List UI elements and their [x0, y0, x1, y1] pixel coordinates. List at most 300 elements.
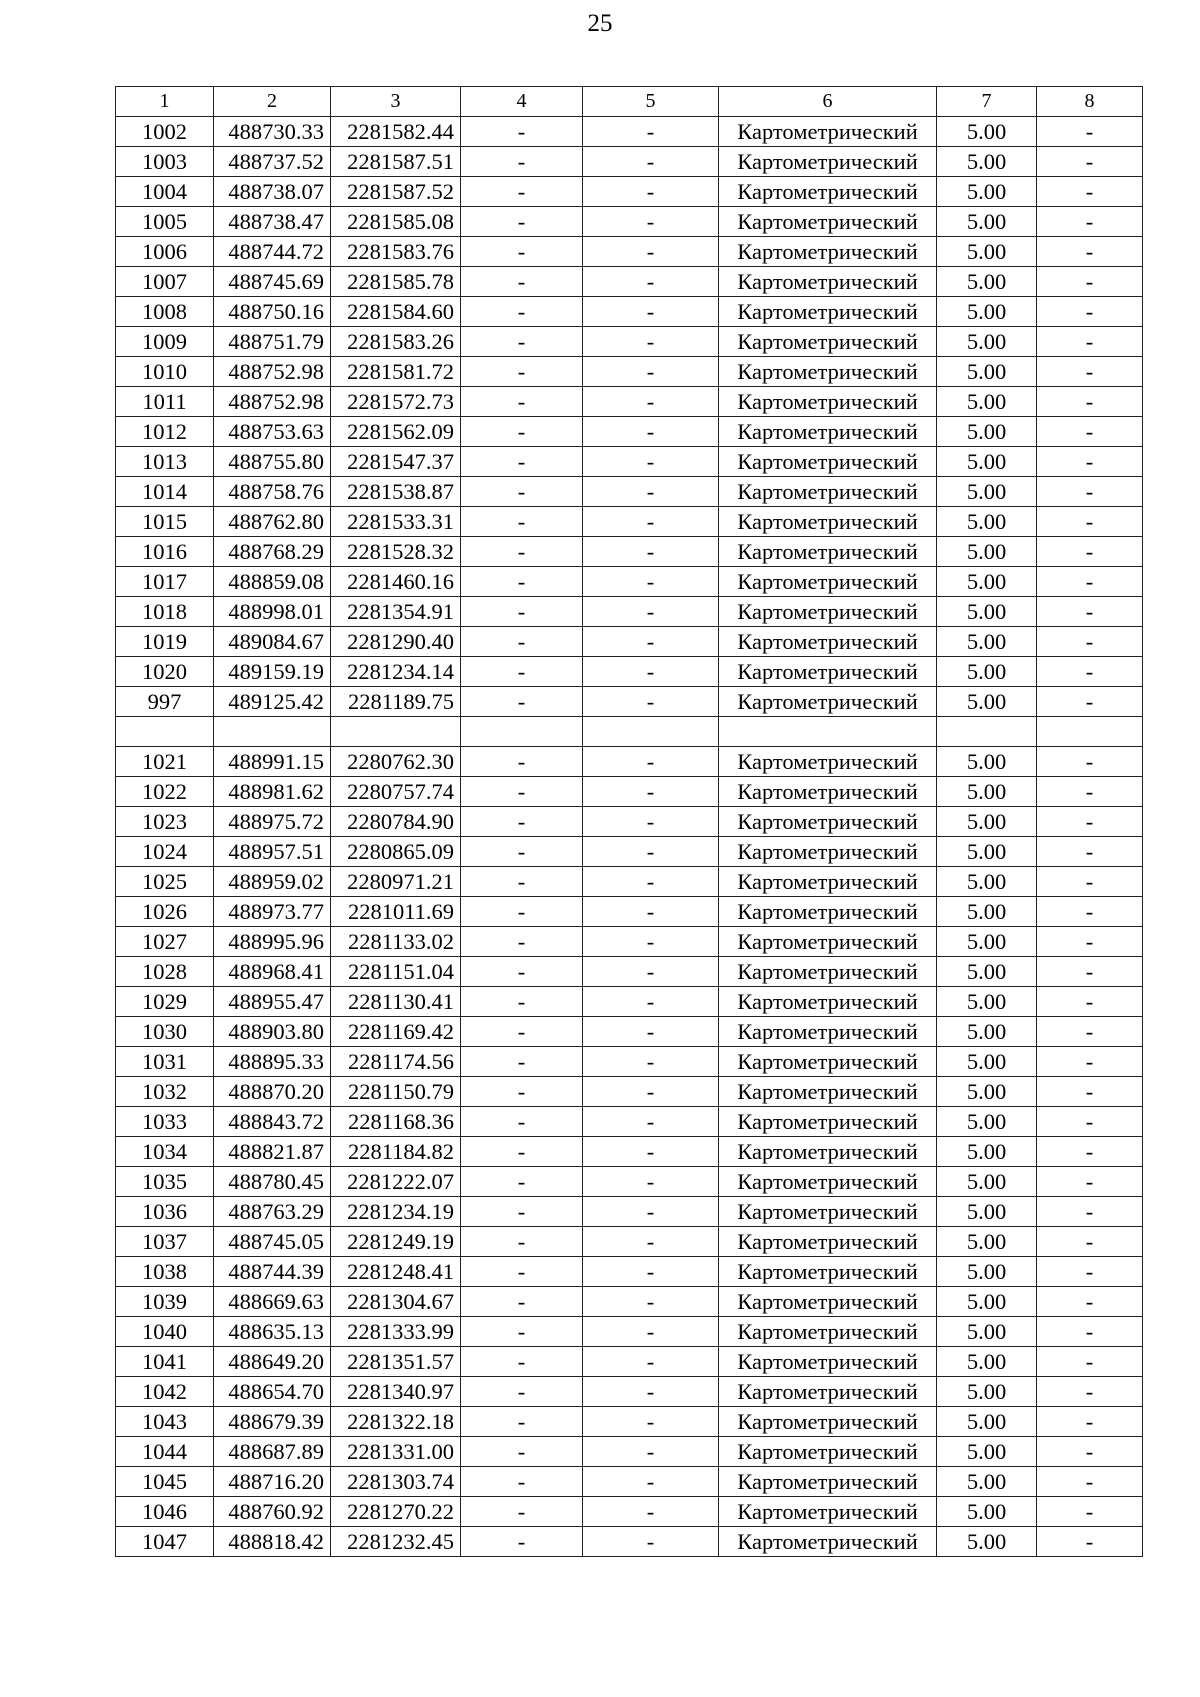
accuracy-cell: 5.00 — [937, 177, 1037, 207]
col8-cell: - — [1037, 897, 1143, 927]
y-coordinate-cell: 2281585.08 — [331, 207, 461, 237]
point-number-cell: 1038 — [116, 1257, 214, 1287]
col4-cell: - — [461, 507, 583, 537]
x-coordinate-cell: 488744.39 — [214, 1257, 331, 1287]
col4-cell: - — [461, 837, 583, 867]
point-number-cell: 1045 — [116, 1467, 214, 1497]
point-number-cell: 1011 — [116, 387, 214, 417]
y-coordinate-cell: 2281174.56 — [331, 1047, 461, 1077]
x-coordinate-cell: 488981.62 — [214, 777, 331, 807]
col5-cell: - — [583, 297, 719, 327]
method-cell: Картометрический — [719, 1047, 937, 1077]
method-cell: Картометрический — [719, 957, 937, 987]
col4-cell: - — [461, 1107, 583, 1137]
accuracy-cell: 5.00 — [937, 267, 1037, 297]
accuracy-cell: 5.00 — [937, 1287, 1037, 1317]
accuracy-cell: 5.00 — [937, 1527, 1037, 1557]
col5-cell: - — [583, 357, 719, 387]
table-row — [116, 1437, 1143, 1467]
point-number-cell: 1018 — [116, 597, 214, 627]
table-row — [116, 537, 1143, 567]
col5-cell: - — [583, 1377, 719, 1407]
method-cell: Картометрический — [719, 297, 937, 327]
point-number-cell: 1034 — [116, 1137, 214, 1167]
method-cell: Картометрический — [719, 777, 937, 807]
x-coordinate-cell: 488991.15 — [214, 747, 331, 777]
method-cell: Картометрический — [719, 567, 937, 597]
y-coordinate-cell: 2281322.18 — [331, 1407, 461, 1437]
table-row — [116, 1257, 1143, 1287]
col8-cell: - — [1037, 1317, 1143, 1347]
col8-cell: - — [1037, 1437, 1143, 1467]
point-number-cell: 1044 — [116, 1437, 214, 1467]
table-row — [116, 1197, 1143, 1227]
table-row — [116, 117, 1143, 147]
accuracy-cell: 5.00 — [937, 777, 1037, 807]
y-coordinate-cell: 2281533.31 — [331, 507, 461, 537]
col5-cell: - — [583, 1167, 719, 1197]
col8-cell: - — [1037, 777, 1143, 807]
col4-cell: - — [461, 147, 583, 177]
table-row — [116, 867, 1143, 897]
col5-cell: - — [583, 327, 719, 357]
method-cell: Картометрический — [719, 627, 937, 657]
x-coordinate-cell: 488738.47 — [214, 207, 331, 237]
table-row — [116, 1167, 1143, 1197]
col4-cell: - — [461, 447, 583, 477]
method-cell: Картометрический — [719, 387, 937, 417]
table-row — [116, 267, 1143, 297]
table-row — [116, 147, 1143, 177]
method-cell: Картометрический — [719, 147, 937, 177]
point-number-cell: 1020 — [116, 657, 214, 687]
table-row — [116, 1017, 1143, 1047]
x-coordinate-cell: 488752.98 — [214, 357, 331, 387]
y-coordinate-cell: 2281290.40 — [331, 627, 461, 657]
col8-cell: - — [1037, 1497, 1143, 1527]
y-coordinate-cell: 2281184.82 — [331, 1137, 461, 1167]
method-cell: Картометрический — [719, 447, 937, 477]
y-coordinate-cell: 2281130.41 — [331, 987, 461, 1017]
x-coordinate-cell: 489159.19 — [214, 657, 331, 687]
method-cell: Картометрический — [719, 1107, 937, 1137]
col4-cell: - — [461, 1137, 583, 1167]
col4-cell: - — [461, 237, 583, 267]
table-row — [116, 477, 1143, 507]
table-row — [116, 1077, 1143, 1107]
col8-cell: - — [1037, 987, 1143, 1017]
col8-cell: - — [1037, 837, 1143, 867]
method-cell: Картометрический — [719, 1167, 937, 1197]
x-coordinate-cell: 488959.02 — [214, 867, 331, 897]
col8-cell: - — [1037, 1107, 1143, 1137]
method-cell: Картометрический — [719, 1377, 937, 1407]
method-cell: Картометрический — [719, 747, 937, 777]
table-row — [116, 687, 1143, 717]
point-number-cell: 1007 — [116, 267, 214, 297]
table-row — [116, 747, 1143, 777]
y-coordinate-cell: 2281331.00 — [331, 1437, 461, 1467]
col5-cell: - — [583, 867, 719, 897]
col4-cell: - — [461, 627, 583, 657]
col4-cell: - — [461, 537, 583, 567]
col8-cell: - — [1037, 297, 1143, 327]
col4-cell: - — [461, 207, 583, 237]
point-number-cell: 1003 — [116, 147, 214, 177]
y-coordinate-cell: 2280762.30 — [331, 747, 461, 777]
method-cell: Картометрический — [719, 357, 937, 387]
col4-cell: - — [461, 597, 583, 627]
col5-cell: - — [583, 447, 719, 477]
column-header: 3 — [331, 87, 461, 117]
y-coordinate-cell: 2281011.69 — [331, 897, 461, 927]
table-row — [116, 1107, 1143, 1137]
accuracy-cell: 5.00 — [937, 657, 1037, 687]
x-coordinate-cell: 488751.79 — [214, 327, 331, 357]
col5-cell: - — [583, 957, 719, 987]
col5-cell: - — [583, 1527, 719, 1557]
col8-cell: - — [1037, 1197, 1143, 1227]
accuracy-cell: 5.00 — [937, 1347, 1037, 1377]
x-coordinate-cell: 488998.01 — [214, 597, 331, 627]
col4-cell — [461, 717, 583, 747]
col4-cell: - — [461, 777, 583, 807]
col5-cell: - — [583, 927, 719, 957]
col5-cell: - — [583, 1077, 719, 1107]
y-coordinate-cell: 2281222.07 — [331, 1167, 461, 1197]
y-coordinate-cell: 2280757.74 — [331, 777, 461, 807]
col4-cell: - — [461, 897, 583, 927]
col4-cell: - — [461, 1287, 583, 1317]
point-number-cell: 997 — [116, 687, 214, 717]
y-coordinate-cell: 2280865.09 — [331, 837, 461, 867]
point-number-cell: 1025 — [116, 867, 214, 897]
col5-cell: - — [583, 537, 719, 567]
x-coordinate-cell: 489125.42 — [214, 687, 331, 717]
y-coordinate-cell: 2281354.91 — [331, 597, 461, 627]
col5-cell: - — [583, 1347, 719, 1377]
method-cell: Картометрический — [719, 867, 937, 897]
col5-cell: - — [583, 687, 719, 717]
method-cell: Картометрический — [719, 987, 937, 1017]
point-number-cell: 1008 — [116, 297, 214, 327]
table-row — [116, 1047, 1143, 1077]
x-coordinate-cell: 488755.80 — [214, 447, 331, 477]
accuracy-cell: 5.00 — [937, 1197, 1037, 1227]
col8-cell: - — [1037, 597, 1143, 627]
point-number-cell: 1036 — [116, 1197, 214, 1227]
point-number-cell: 1035 — [116, 1167, 214, 1197]
point-number-cell: 1013 — [116, 447, 214, 477]
accuracy-cell: 5.00 — [937, 537, 1037, 567]
col5-cell: - — [583, 627, 719, 657]
method-cell: Картометрический — [719, 117, 937, 147]
table-row — [116, 1527, 1143, 1557]
accuracy-cell: 5.00 — [937, 357, 1037, 387]
x-coordinate-cell: 488738.07 — [214, 177, 331, 207]
column-header: 6 — [719, 87, 937, 117]
col5-cell: - — [583, 597, 719, 627]
method-cell: Картометрический — [719, 207, 937, 237]
col4-cell: - — [461, 327, 583, 357]
point-number-cell: 1037 — [116, 1227, 214, 1257]
col5-cell: - — [583, 237, 719, 267]
accuracy-cell: 5.00 — [937, 207, 1037, 237]
col4-cell: - — [461, 267, 583, 297]
method-cell: Картометрический — [719, 417, 937, 447]
y-coordinate-cell: 2281582.44 — [331, 117, 461, 147]
accuracy-cell: 5.00 — [937, 117, 1037, 147]
col4-cell: - — [461, 567, 583, 597]
col5-cell: - — [583, 1137, 719, 1167]
point-number-cell: 1028 — [116, 957, 214, 987]
col8-cell: - — [1037, 1407, 1143, 1437]
col5-cell — [583, 717, 719, 747]
method-cell: Картометрический — [719, 1137, 937, 1167]
accuracy-cell: 5.00 — [937, 1437, 1037, 1467]
point-number-cell: 1023 — [116, 807, 214, 837]
method-cell: Картометрический — [719, 477, 937, 507]
x-coordinate-cell: 488745.05 — [214, 1227, 331, 1257]
column-header: 8 — [1037, 87, 1143, 117]
x-coordinate-cell: 488843.72 — [214, 1107, 331, 1137]
col5-cell: - — [583, 177, 719, 207]
table-row — [116, 897, 1143, 927]
y-coordinate-cell: 2281340.97 — [331, 1377, 461, 1407]
col8-cell: - — [1037, 117, 1143, 147]
col8-cell: - — [1037, 387, 1143, 417]
col4-cell: - — [461, 1407, 583, 1437]
table-row — [116, 417, 1143, 447]
page-number: 25 — [587, 10, 613, 37]
col5-cell: - — [583, 417, 719, 447]
method-cell: Картометрический — [719, 597, 937, 627]
point-number-cell: 1012 — [116, 417, 214, 447]
x-coordinate-cell: 488762.80 — [214, 507, 331, 537]
col4-cell: - — [461, 687, 583, 717]
y-coordinate-cell: 2280971.21 — [331, 867, 461, 897]
y-coordinate-cell: 2281133.02 — [331, 927, 461, 957]
col5-cell: - — [583, 1467, 719, 1497]
col8-cell: - — [1037, 627, 1143, 657]
y-coordinate-cell: 2281249.19 — [331, 1227, 461, 1257]
y-coordinate-cell: 2281169.42 — [331, 1017, 461, 1047]
x-coordinate-cell: 488768.29 — [214, 537, 331, 567]
accuracy-cell: 5.00 — [937, 897, 1037, 927]
col5-cell: - — [583, 1437, 719, 1467]
col8-cell: - — [1037, 657, 1143, 687]
point-number-cell: 1030 — [116, 1017, 214, 1047]
col8-cell: - — [1037, 327, 1143, 357]
table-row — [116, 207, 1143, 237]
y-coordinate-cell: 2281168.36 — [331, 1107, 461, 1137]
method-cell: Картометрический — [719, 1287, 937, 1317]
table-row — [116, 837, 1143, 867]
col8-cell: - — [1037, 957, 1143, 987]
col5-cell: - — [583, 987, 719, 1017]
method-cell: Картометрический — [719, 177, 937, 207]
table-row — [116, 717, 1143, 747]
col8-cell: - — [1037, 1527, 1143, 1557]
accuracy-cell: 5.00 — [937, 987, 1037, 1017]
col4-cell: - — [461, 747, 583, 777]
y-coordinate-cell: 2281585.78 — [331, 267, 461, 297]
table-row — [116, 1377, 1143, 1407]
y-coordinate-cell: 2281303.74 — [331, 1467, 461, 1497]
col8-cell: - — [1037, 807, 1143, 837]
col4-cell: - — [461, 417, 583, 447]
accuracy-cell: 5.00 — [937, 297, 1037, 327]
method-cell: Картометрический — [719, 1407, 937, 1437]
coordinates-table — [115, 86, 1143, 1557]
col5-cell: - — [583, 1317, 719, 1347]
accuracy-cell: 5.00 — [937, 1317, 1037, 1347]
col4-cell: - — [461, 927, 583, 957]
y-coordinate-cell: 2281270.22 — [331, 1497, 461, 1527]
col8-cell: - — [1037, 537, 1143, 567]
col5-cell: - — [583, 657, 719, 687]
method-cell: Картометрический — [719, 897, 937, 927]
method-cell: Картометрический — [719, 687, 937, 717]
col5-cell: - — [583, 387, 719, 417]
table-row — [116, 1407, 1143, 1437]
y-coordinate-cell: 2281304.67 — [331, 1287, 461, 1317]
method-cell: Картометрический — [719, 1497, 937, 1527]
x-coordinate-cell: 488730.33 — [214, 117, 331, 147]
method-cell: Картометрический — [719, 327, 937, 357]
table-row — [116, 387, 1143, 417]
col5-cell: - — [583, 567, 719, 597]
x-coordinate-cell: 488687.89 — [214, 1437, 331, 1467]
x-coordinate-cell: 488870.20 — [214, 1077, 331, 1107]
col5-cell: - — [583, 267, 719, 297]
point-number-cell: 1040 — [116, 1317, 214, 1347]
x-coordinate-cell: 488780.45 — [214, 1167, 331, 1197]
col4-cell: - — [461, 387, 583, 417]
col4-cell: - — [461, 477, 583, 507]
accuracy-cell: 5.00 — [937, 687, 1037, 717]
method-cell — [719, 717, 937, 747]
col8-cell: - — [1037, 1077, 1143, 1107]
x-coordinate-cell: 488750.16 — [214, 297, 331, 327]
x-coordinate-cell: 489084.67 — [214, 627, 331, 657]
y-coordinate-cell: 2281234.14 — [331, 657, 461, 687]
point-number-cell: 1042 — [116, 1377, 214, 1407]
y-coordinate-cell: 2281583.76 — [331, 237, 461, 267]
col5-cell: - — [583, 1107, 719, 1137]
accuracy-cell: 5.00 — [937, 1107, 1037, 1137]
table-row — [116, 987, 1143, 1017]
col8-cell: - — [1037, 687, 1143, 717]
col8-cell: - — [1037, 1257, 1143, 1287]
point-number-cell — [116, 717, 214, 747]
y-coordinate-cell: 2281587.52 — [331, 177, 461, 207]
x-coordinate-cell: 488745.69 — [214, 267, 331, 297]
point-number-cell: 1005 — [116, 207, 214, 237]
y-coordinate-cell: 2281572.73 — [331, 387, 461, 417]
x-coordinate-cell: 488654.70 — [214, 1377, 331, 1407]
col4-cell: - — [461, 1227, 583, 1257]
col8-cell: - — [1037, 477, 1143, 507]
point-number-cell: 1031 — [116, 1047, 214, 1077]
point-number-cell: 1019 — [116, 627, 214, 657]
y-coordinate-cell: 2281547.37 — [331, 447, 461, 477]
y-coordinate-cell: 2281460.16 — [331, 567, 461, 597]
x-coordinate-cell: 488975.72 — [214, 807, 331, 837]
table-row — [116, 447, 1143, 477]
point-number-cell: 1027 — [116, 927, 214, 957]
col8-cell — [1037, 717, 1143, 747]
accuracy-cell: 5.00 — [937, 597, 1037, 627]
y-coordinate-cell: 2281232.45 — [331, 1527, 461, 1557]
method-cell: Картометрический — [719, 1227, 937, 1257]
method-cell: Картометрический — [719, 1437, 937, 1467]
point-number-cell: 1047 — [116, 1527, 214, 1557]
point-number-cell: 1014 — [116, 477, 214, 507]
col8-cell: - — [1037, 1467, 1143, 1497]
x-coordinate-cell: 488957.51 — [214, 837, 331, 867]
table-row — [116, 807, 1143, 837]
point-number-cell: 1032 — [116, 1077, 214, 1107]
table-row — [116, 927, 1143, 957]
method-cell: Картометрический — [719, 537, 937, 567]
point-number-cell: 1002 — [116, 117, 214, 147]
x-coordinate-cell: 488821.87 — [214, 1137, 331, 1167]
col8-cell: - — [1037, 1137, 1143, 1167]
y-coordinate-cell: 2281584.60 — [331, 297, 461, 327]
y-coordinate-cell: 2281587.51 — [331, 147, 461, 177]
accuracy-cell: 5.00 — [937, 447, 1037, 477]
y-coordinate-cell: 2281234.19 — [331, 1197, 461, 1227]
col5-cell: - — [583, 1497, 719, 1527]
col4-cell: - — [461, 1437, 583, 1467]
col5-cell: - — [583, 1197, 719, 1227]
point-number-cell: 1017 — [116, 567, 214, 597]
accuracy-cell: 5.00 — [937, 957, 1037, 987]
col5-cell: - — [583, 1047, 719, 1077]
table-row — [116, 237, 1143, 267]
y-coordinate-cell: 2281333.99 — [331, 1317, 461, 1347]
table-row — [116, 777, 1143, 807]
table-row — [116, 1317, 1143, 1347]
accuracy-cell: 5.00 — [937, 477, 1037, 507]
col8-cell: - — [1037, 1377, 1143, 1407]
col4-cell: - — [461, 1497, 583, 1527]
column-header: 4 — [461, 87, 583, 117]
x-coordinate-cell: 488649.20 — [214, 1347, 331, 1377]
y-coordinate-cell: 2281248.41 — [331, 1257, 461, 1287]
column-header: 5 — [583, 87, 719, 117]
col4-cell: - — [461, 1257, 583, 1287]
col5-cell: - — [583, 117, 719, 147]
y-coordinate-cell: 2281189.75 — [331, 687, 461, 717]
col4-cell: - — [461, 297, 583, 327]
table-row — [116, 1287, 1143, 1317]
x-coordinate-cell: 488716.20 — [214, 1467, 331, 1497]
col4-cell: - — [461, 1527, 583, 1557]
y-coordinate-cell: 2281151.04 — [331, 957, 461, 987]
col4-cell: - — [461, 957, 583, 987]
col5-cell: - — [583, 837, 719, 867]
method-cell: Картометрический — [719, 1527, 937, 1557]
point-number-cell: 1039 — [116, 1287, 214, 1317]
accuracy-cell: 5.00 — [937, 1227, 1037, 1257]
accuracy-cell: 5.00 — [937, 567, 1037, 597]
col5-cell: - — [583, 507, 719, 537]
method-cell: Картометрический — [719, 1317, 937, 1347]
table-row — [116, 657, 1143, 687]
accuracy-cell: 5.00 — [937, 507, 1037, 537]
